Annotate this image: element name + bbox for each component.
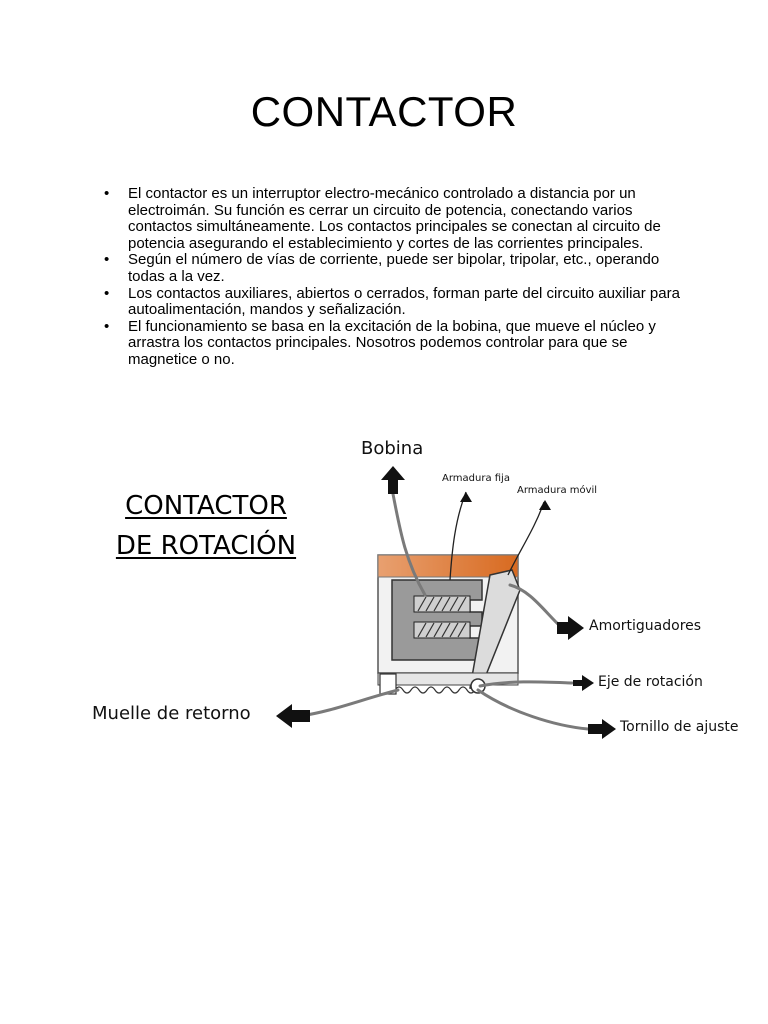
document-title: CONTACTOR <box>250 88 518 135</box>
bullet-icon: • <box>104 317 110 335</box>
bullet-icon: • <box>104 185 110 202</box>
bullet-text: Según el número de vías de corriente, puede ser bipolar, tripolar, etc., operando todas a la vez. <box>128 251 660 285</box>
figure-title-line2: DE ROTACIÓN <box>115 531 297 561</box>
arrow-up-icon <box>539 500 551 510</box>
figure-title-line1: CONTACTOR <box>125 491 287 521</box>
contactor-body <box>378 555 520 694</box>
label-bobina: Bobina <box>361 438 424 459</box>
label-armadura-movil: Armadura móvil <box>517 485 598 496</box>
label-armadura-fija: Armadura fija <box>442 473 510 484</box>
bullet-icon: • <box>104 284 110 302</box>
bullet-text: El contactor es un interruptor electro-mecánico controlado a distancia por un electroimán. Su función es cerrar un circuito de potencia, conectando varios contactos simultáneamente. Los contactos principales se conectan al circuito de potencia asegurando el establecimiento y cortes de las corrientes principales. <box>128 185 661 252</box>
bullet-text: Los contactos auxiliares, abiertos o cerrados, forman parte del circuito auxiliar para autoalimentación, mandos y señalización. <box>128 284 680 319</box>
arrow-left-icon <box>276 704 310 728</box>
arrow-right-icon <box>557 616 584 640</box>
arrow-up-icon <box>381 466 405 494</box>
bullet-icon: • <box>104 251 110 269</box>
arrow-right-icon <box>573 675 594 691</box>
label-amortiguadores: Amortiguadores <box>589 618 702 634</box>
label-tornillo-ajuste: Tornillo de ajuste <box>620 719 739 735</box>
label-eje-rotacion: Eje de rotación <box>598 674 703 690</box>
arrow-up-icon <box>460 492 472 502</box>
arrow-right-icon <box>588 719 616 739</box>
bullet-text: El funcionamiento se basa en la excitación de la bobina, que mueve el núcleo y arrastra los contactos principales. Nosotros podemos controlar para que se magnetice o no. <box>128 317 656 368</box>
label-muelle-retorno: Muelle de retorno <box>92 703 251 724</box>
